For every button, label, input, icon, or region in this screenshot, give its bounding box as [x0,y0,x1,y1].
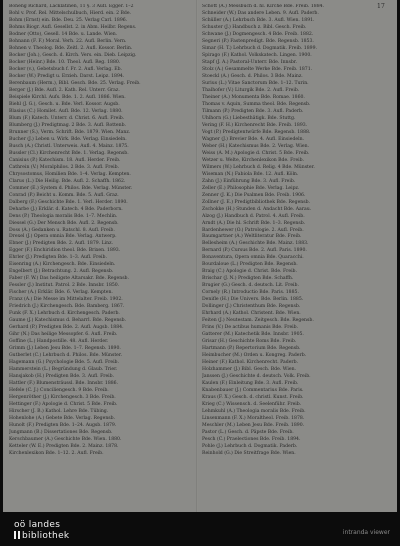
scanned-page [3,0,397,512]
catalog-entry: Hartmann (P.) Repertorium Bde. Regensb. [202,346,301,352]
catalog-entry: Ehrler (J.) Predigten Bde. 1–3. Aufl. Freib. [9,255,107,261]
catalog-entry: Brugier (G.) Gesch. d. deutsch. Lit. Freib. [202,283,299,289]
logo-text-top: oö landes [14,520,61,530]
catalog-entry: Alzog (J.) Handbuch d. Patrol. 4. Aufl. Freib. [202,213,305,219]
catalog-entry: Dollinger (J.) Christenthum Bde. Regensb. [202,304,301,310]
catalog-entry: Bussler (Cl.) Kirchenrecht Bde. 1. Verlag. Regensb. [9,150,129,156]
catalog-entry: Zeller (E.) Philosophie Bde. Verlag. Leipz. [202,185,300,191]
catalog-entry: Bohl v. Prof. Rel. Mittelschulbuch, Hierd. ein. 2 Bde. [9,10,131,16]
catalog-entry: Spirago (F.) Kathol. Volkskatech. Lingen. 1900. [202,52,312,58]
catalog-entry: Faber (F. W.) Das heiligste Altarsakr. Bde. Regensb. [9,276,129,282]
page-gutter [196,0,198,512]
catalog-entry: Beispiele Kirchl. Aufs. Bde. 1. 2. Aufl. 1886. Wien. [9,94,126,100]
catalog-entry: Zollner (J. E.) Predigtbibliothek Bde. Regensb. [202,199,311,205]
catalog-entry: Stolz (A.) Gesammelte Werke Bde. Freib. 1871. [202,66,313,72]
catalog-entry: Kaulen (F.) Einleitung Bde. 3. Aufl. Freib. [202,381,299,387]
catalog-entry: Hirscher (J. B.) Kathol. Lehre Bde. Tübing. [9,409,109,415]
catalog-entry: Vering (F. H.) Kirchenrecht Bde. Freib. 1893. [202,122,308,128]
catalog-entry: Hettinger (F.) Apologie d. Christ. 5 Bde. Freib. [9,402,118,408]
catalog-entry: Brunner (S.), Verm. Schrift. Bde. 1879. Wien. Manz. [9,129,131,135]
catalog-entry: Wetzer u. Welte, Kirchenlexikon Bde. Freib. [202,157,305,163]
catalog-entry: Schüller (A.) Lehrbuch Bde. 3. Aufl. Wien. 1891. [202,17,315,23]
catalog-entry: Denifle (H.) Die Univers. Bde. Berlin. 1885. [202,297,304,303]
catalog-entry: Pastor (L.) Gesch. d. Päpste Bde. Freib. [202,430,294,436]
catalog-entry: Weber (H.) Katechismus Bde. 2. Verlag. Wien. [202,143,310,149]
catalog-entry: Grisar (H.) Geschichte Roms Bde. Freib. [202,339,297,345]
catalog-entry: Biehl (J. G.), Gesch. u. Bde. Verl. Kossor. Augsb. [9,101,120,107]
catalog-entry: Hammerstein (L.) Begründung d. Glaub. Trier. [9,367,118,373]
catalog-entry: Fessler (J.) Institut. Patrol. 2 Bde. Innsbr. 1850. [9,283,120,289]
catalog-entry: Berenbaum (Herm.), Bibl. Gesch. Bde. 25. Verlag. Freib. [9,80,141,86]
catalog-entry: Gihr (N.) Das heilige Messopfer. 6. Aufl. Freib. [9,332,118,338]
catalog-entry: Tilmann (P.) Predigten Bde. 3. Aufl. Paderb. [202,108,304,114]
catalog-entry: Deharbe (J.) Erklär. d. Katech. 4 Bde. Paderborn. [9,206,123,212]
catalog-entry: Wilmers (W.) Lehrbuch d. Relig. 4 Bde. Münster. [202,164,315,170]
catalog-entry: Blumberg (J.) Predigtmag. 2 Bde. 3. Aufl. Rottenb. [9,122,126,128]
catalog-entry: Reinhold (G.) Die Streitfrage Bde. Wien. [202,451,296,456]
logo-line-bottom [14,531,69,542]
right-column [202,4,385,504]
catalog-entry: Franz (A.) Die Messe im Mittelalter. Freib. 1902. [9,297,123,303]
catalog-entry: Bernard (P.) Cursus Bde. 2. Aufl. Paris. 1890. [202,248,307,254]
catalog-entry: Stapf (J. A.) Pastoral-Unterr. Bde. Innsbr. [202,59,297,65]
catalog-entry: Baumgartner (A.) Weltliteratur Bde. Freib. [202,234,302,240]
catalog-entry: Pesch (C.) Praelectiones Bde. Freib. 1894. [202,437,301,443]
catalog-entry: Hattler (F.) Blumensträussl. Bde. Innsbr. 1886. [9,381,119,387]
catalog-entry: Gatterer (M.) Katechetik Bde. Innsbr. 1905. [202,332,304,338]
catalog-entry: Diessel (G.) Der Mensch Bde. Aufl. 2. Regensb. [9,220,119,226]
catalog-entry: Bocker (W.) Predigt u. Erzieh. Darst. Leipz. 1894. [9,73,125,79]
catalog-entry: Krieg (C.) Wissensch. d. Seelenführ. Freib. [202,402,302,408]
catalog-entry: Bocker (v.), Gebetsbuch f. Fr. 2. Aufl. Verlag. Eb. [9,66,123,72]
catalog-entry: Bonaventura, Opera omnia Bde. Quaracchi. [202,255,304,261]
catalog-entry: Commer (E.) System d. Philos. Bde. Verlag. Münster. [9,185,133,191]
catalog-entry: Canisius (P.) Katechism. 18. Aufl. Herder. Freib. [9,157,121,163]
catalog-entry: Bohm (Ernst) ein. Bde. Deu. 25. Verlag Carl. 1896. [9,17,128,23]
catalog-entry: Bellesheim (A.) Geschichte Bde. Mainz. 1883. [202,241,309,247]
catalog-entry: Linsenmann (F. X.) Moraltheol. Freib. 1878. [202,416,305,422]
catalog-entry: Braig (C.) Apologie d. Christ. Bde. Freib. [202,269,297,275]
catalog-entry: Holzhammer (J.) Bibl. Gesch. Bde. Wien. [202,367,297,373]
catalog-entry: Heiner (F.) Kathol. Kirchenrecht. Paderb. [202,360,299,366]
catalog-entry: Simar (H. T.) Lehrbuch d. Dogmatik. Freib. 1899. [202,45,317,51]
catalog-entry: Hohenlohe (A.) Gebete Bde. Verlag. Regensb. [9,416,116,422]
catalog-entry: Bohms Biogr. Aufl. Gesellst. 2. in Abm. Heilbr. Regens. [9,24,137,30]
catalog-entry: Schott (A.) Messbuch d. hl. Kirche Bde. Freib. 1884. [202,4,325,9]
catalog-entry: Goffine (L.) Handpostille. 48. Aufl. Herder. [9,339,109,345]
catalog-entry: Bocker (Heinr.) Bde. 10. Theol. Aufl. Reg. 1880. [9,59,121,65]
catalog-entry: Feiten (J.) Neutestam. Zeitgesch. Bde. Regensb. [202,318,314,324]
catalog-entry: Busch (A.) Christl. Unterweis. Aufl. 4. Mainz. 1875. [9,143,129,149]
left-column [9,4,192,504]
catalog-entry: Gerhard (P.) Predigten Bde. 2. Aufl. Augsb. 1884. [9,325,124,331]
catalog-entry: Stoeckl (A.) Gesch. d. Philos. 3 Bde. Mainz. [202,73,303,79]
catalog-entry: Theiner (A.) Monumenta Bde. Romae. 1860. [202,94,305,100]
catalog-entry: Ehrhard (A.) Kathol. Christent. Bde. Wien. [202,311,301,317]
catalog-entry: Hergenröther (J.) Kirchengesch. 3 Bde. Freib. [9,395,116,401]
catalog-entry: Clarus (L.) Die Heilig. Bde. Aufl. 2. Schaffh. 1862. [9,178,126,184]
catalog-entry: Segneri (P.) Fastenpredigt. Bde. Regensb. 1853. [202,38,314,44]
catalog-entry: Weiss (A. M.) Apologie d. Christ. 5 Bde. Freib. [202,150,310,156]
catalog-entry: Wagner (J.) Brevier Bde. 4. Aufl. Einsiedeln. [202,136,304,142]
catalog-entry: Bucher (J.) Leben u. Wirk. Bde. Verlag. Einsiedeln. [9,136,127,142]
catalog-entry: Brischar (J. N.) Predigten Bde. Schaffh. [202,276,294,282]
catalog-entry: Hefele (C. J.) Conciliengesch. 9 Bde. Freib. [9,388,109,394]
catalog-entry: Jungmann (B.) Dissertationes Bde. Regensb. [9,430,113,436]
catalog-entry: Gaume (J.) Katechismus d. Beharrl. Bde. Regensb. [9,318,127,324]
catalog-entry: Thalhofer (V.) Liturgik Bde. 2. Aufl. Freib. [202,87,300,93]
catalog-entry: Bohnann (F. F.) Moral. Verh. 22. Aufl. Berlin. Vern. [9,38,127,44]
catalog-entry: Pohle (J.) Lehrbuch d. Dogmatik. Paderb. [202,444,298,450]
catalog-entry: Ebner (J.) Predigten Bde. 2. Aufl. 1879. Linz. [9,241,113,247]
catalog-entry: Zahn (J.) Einführung Bde. 3. Aufl. Freib. [202,178,296,184]
catalog-entry: Fischer (A.) Erklär. Bde. 6. Verlag. Kempten. [9,290,113,296]
catalog-entry: Kraus (F. X.) Gesch. d. christl. Kunst. Freib. [202,395,304,401]
catalog-entry: Cornely (R.) Introductio Bde. Paris. 1885. [202,290,299,296]
catalog-entry: Kirchenlexikon Bde. 1–12. 2. Aufl. Freib. [9,451,104,456]
catalog-entry: Bodner (Otto), Gesell. 14 Bde. u. Lande. Wien. [9,31,118,37]
catalog-entry: Bourdaloue (L.) Predigten Bde. Regensb. [202,262,298,268]
catalog-entry: Blasius (C.) Homilet. Aufl. Bde. 12. Verlag. 1880. [9,108,123,114]
catalog-entry: Egger (F.) Enchiridion theol. Bde. Brixen. 1893. [9,248,121,254]
catalog-entry: Grimm (J.) Leben Jesu Bde. 1–7. Regensb. 1890. [9,346,121,352]
catalog-entry: Chrysostomus, Homilien Bde. 1–4. Verlag. Kempten. [9,171,131,177]
viewer-footer [0,512,400,546]
catalog-entry: Bohnen v. Theolog. Bde. Zeitl. 2. Aufl. Kossor. Berlin. [9,45,133,51]
catalog-entry: Uhlhorn (G.) Liebesthätigk. Bde. Stuttg. [202,115,296,121]
catalog-entry: Wiseman (N.) Fabiola Bde. 12. Aufl. Köln. [202,171,299,177]
catalog-entry: Schneider (W.) Das andere Leben. 9. Aufl. Paderb. [202,10,319,16]
catalog-entry: Berger (J.) Bde. Aufl. 2. Kath. Rel. Unterr. Graz. [9,87,120,93]
library-logo[interactable] [14,521,69,541]
catalog-entry: Dalberg (F.) Geschichte Bde. 1. Verl. Herder. 1890. [9,199,128,205]
catalog-entry: Surius (L.) Vitae Sanctorum Bde. 1–12. Turin. [202,80,309,86]
catalog-entry: Bocker (Joh.), Gesch. d. Kirch. Vers. ein. Dieb. Leipzig. [9,52,137,58]
catalog-entry: Blum (F.) Katech. Unterr. d. Christ. 6. Aufl. Freib. [9,115,125,121]
catalog-entry: Hunolt (F.) Predigten Bde. 1–24. Augsb. 1879. [9,423,117,429]
catalog-entry: Eisenring (A.) Kirchengesch. Bde. Einsiedeln. [9,262,116,268]
catalog-entry: Knabenbauer (J.) Commentarius Bde. Paris. [202,388,304,394]
catalog-entry: Thomas v. Aquin, Summa theol. Bde. Regensb. [202,101,311,107]
catalog-entry: Doss (A.) Gedanken u. Ratschl. 8. Aufl. Freib. [9,227,115,233]
catalog-entry: Boheng Richard, Lacklatinen, 11 §. 3 Aufl. Egger. 1–2 [9,4,134,9]
catalog-entry: Funk (F. X.) Lehrbuch d. Kirchengesch. Paderb. [9,311,120,317]
catalog-entry: Janssen (J.) Geschichte d. deutsch. Volk. Freib. [202,374,311,380]
logo-line-top [14,521,69,531]
catalog-entry: Vogt (P.) Predigtentwürfe Bde. Regensb. 1888. [202,129,311,135]
catalog-entry: Heimbucher (M.) Orden u. Kongreg. Paderb. [202,353,307,359]
catalog-entry: Schuster (J.) Handbuch z. Bibl. Gesch. Freib. [202,24,307,30]
page-number: 17 [376,3,385,10]
catalog-entry: Engelbert (J.) Betrachtung. 2. Aufl. Regensb. [9,269,114,275]
catalog-entry: Drexel (J.) Opera omnia Bde. Verlag. Antwerp. [9,234,117,240]
catalog-entry: Ketteler (W. E.) Predigten Bde. 2. Mainz. 1878. [9,444,119,450]
catalog-entry: Schwane (J.) Dogmengesch. 4 Bde. Freib. 1882. [202,31,314,37]
catalog-entry: Conrad (P.) Beicht u. Komm. Bde. 5. Aufl. Graz. [9,192,119,198]
catalog-entry: Kerschbaumer (A.) Geschichte Bde. Wien. 1880. [9,437,122,443]
catalog-entry: Hansjakob (H.) Predigten Bde. 3. Aufl. Freib. [9,374,115,380]
library-mark-icon [14,531,20,539]
catalog-entry: Arndt (A.) Die hl. Schrift Bde. 1–3. Regensb. [202,220,306,226]
catalog-entry: Friedrich (J.) Kirchengesch. Bde. Bamberg. 1867. [9,304,125,310]
catalog-entry: Bardenhewer (O.) Patrologie. 2. Aufl. Freib. [202,227,304,233]
catalog-entry: Gutberlet (C.) Lehrbuch d. Philos. Bde. Münster. [9,353,123,359]
catalog-entry: Frins (V.) De actibus humanis Bde. Freib. [202,325,299,331]
catalog-entry: Zschokke (H.) Stunden d. Andacht Bde. Aarau. [202,206,312,212]
viewer-label: intranda viewer [342,529,390,536]
catalog-entry: Meschler (M.) Leben Jesu Bde. Freib. 1890. [202,423,305,429]
catalog-entry: Zenner (J. K.) Die Psalmen Bde. Freib. 1906. [202,192,306,198]
catalog-entry: Lehmkuhl (A.) Theologia moralis Bde. Freib. [202,409,306,415]
catalog-entry: Cathrein (V.) Moralphilos. 2 Bde. 3. Aufl. Freib. [9,164,120,170]
logo-text-bottom: bibliothek [22,530,70,541]
catalog-entry: Dens (P.) Theologia moralis Bde. 1–7. Mechlin. [9,213,118,219]
catalog-entry: Hagemann (G.) Psychologie Bde. 5. Aufl. Freib. [9,360,119,366]
